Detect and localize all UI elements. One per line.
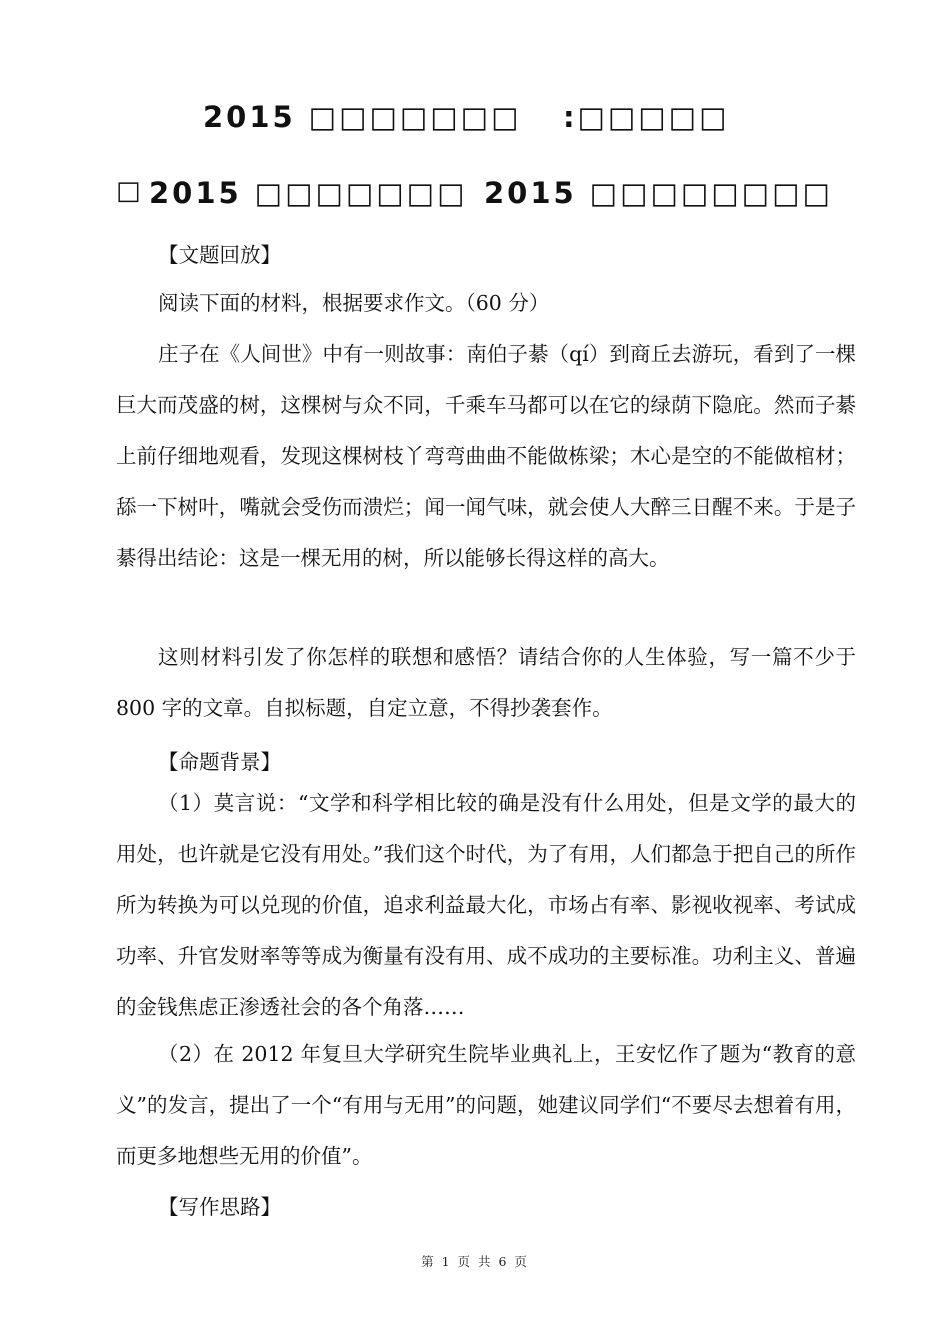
- title-line-1-part-1: 2015 □□□□□□□: [203, 100, 522, 134]
- title-line-1-part-2: :□□□□□: [563, 100, 730, 134]
- title-line-2-part-2: 2015 □□□□□□□□: [484, 176, 834, 210]
- paragraph-story: 庄子在《人间世》中有一则故事：南伯子綦（qí）到商丘去游玩，看到了一棵巨大而茂盛的树，这棵树与众不同，千乘车马都可以在它的绿荫下隐庇。然而子綦上前仔细地观看，发现这棵树枝丫弯弯曲曲不能做栋梁；木心是空的不能做棺材；舔一下树叶，嘴就会受伤而溃烂；闻一闻气味，就会使人大醉三日醒不来。于是子綦得出结论：这是一棵无用的树，所以能够长得这样的高大。: [116, 342, 856, 570]
- heading-review: 【文题回放】: [158, 243, 281, 267]
- paragraph-instruction: 阅读下面的材料，根据要求作文。（60 分）: [158, 291, 550, 315]
- paragraph-background-2: （2）在 2012 年复旦大学研究生院毕业典礼上，王安忆作了题为“教育的意义”的发言，提出了一个“有用与无用”的问题，她建议同学们“不要尽去想着有用，而更多地想些无用的价值”。: [116, 1042, 856, 1168]
- heading-background: 【命题背景】: [158, 750, 281, 774]
- page-footer: 第 1 页 共 6 页: [421, 1254, 529, 1269]
- title-line-2-part-1: 2015 □□□□□□□: [149, 176, 468, 210]
- heading-writing: 【写作思路】: [158, 1195, 281, 1219]
- paragraph-background-1: （1）莫言说：“文学和科学相比较的确是没有什么用处，但是文学的最大的用处，也许就是它没有用处。”我们这个时代，为了有用，人们都急于把自己的所作所为转换为可以兑现的价值，追求利益最大化，市场占有率、影视收视率、考试成功率、升官发财率等等成为衡量有没有用、成不成功的主要标准。功利主义、普遍的金钱焦虑正渗透社会的各个角落……: [116, 791, 856, 1019]
- paragraph-prompt: 这则材料引发了你怎样的联想和感悟？请结合你的人生体验，写一篇不少于 800 字的文章。自拟标题，自定立意，不得抄袭套作。: [116, 645, 856, 720]
- title-line-2-bullet: □: [116, 176, 142, 206]
